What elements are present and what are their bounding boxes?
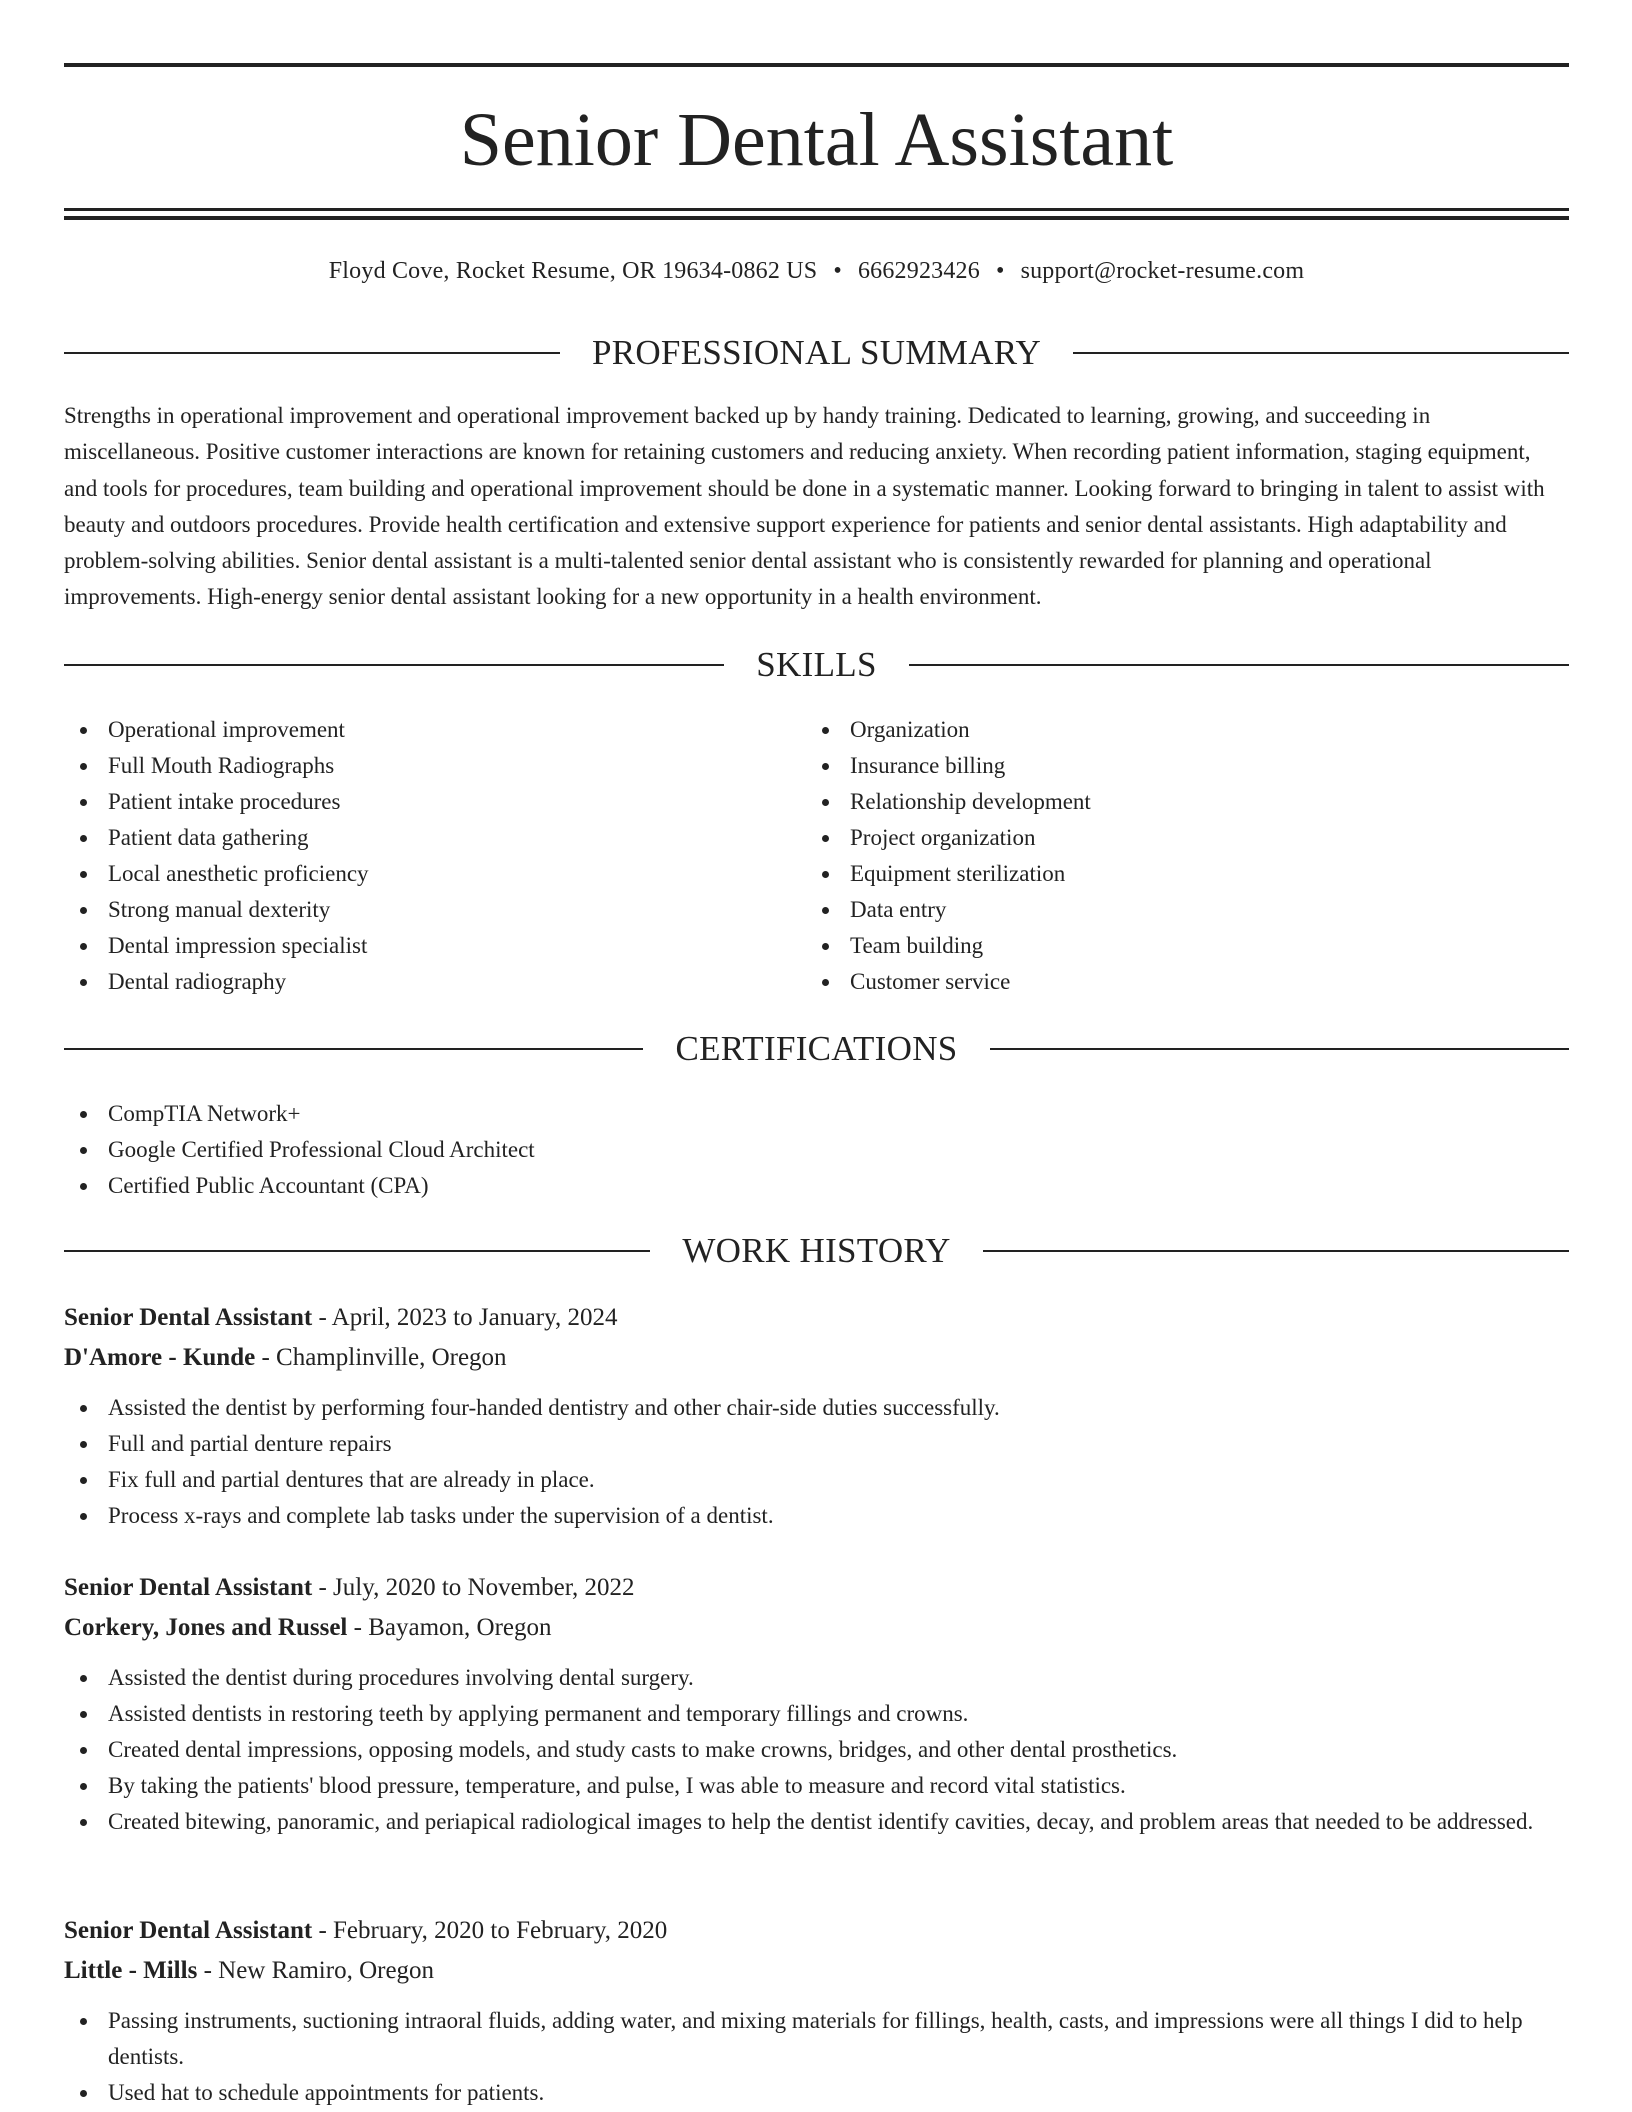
- skill-item: Patient data gathering: [64, 820, 764, 856]
- job-title-line: [64, 1911, 1569, 1951]
- certifications-heading: CERTIFICATIONS: [675, 1029, 958, 1068]
- duty-item: Process x-rays and complete lab tasks under the supervision of a dentist.: [64, 1498, 1569, 1534]
- skill-item: Data entry: [806, 892, 1506, 928]
- job-dates: - April, 2023 to January, 2024: [312, 1304, 618, 1331]
- contact-address: Floyd Cove, Rocket Resume, OR 19634-0862 US: [328, 258, 818, 284]
- duty-item: Created bitewing, panoramic, and periapical radiological images to help the dentist identify cavities, decay, and problem areas that needed to be addressed.: [64, 1804, 1569, 1840]
- skill-item: Operational improvement: [64, 712, 764, 748]
- skills-list-right: [806, 712, 1506, 1000]
- job-dates: - July, 2020 to November, 2022: [312, 1574, 635, 1601]
- job-title: Senior Dental Assistant: [64, 1574, 313, 1601]
- job-duties: [64, 2003, 1569, 2111]
- section-rule: [64, 1048, 643, 1050]
- job-location: - Champlinville, Oregon: [255, 1344, 507, 1371]
- contact-line: [64, 254, 1569, 288]
- contact-phone[interactable]: 6662923426: [857, 258, 980, 284]
- skill-item: Relationship development: [806, 784, 1506, 820]
- section-rule: [990, 1048, 1569, 1050]
- skill-item: Organization: [806, 712, 1506, 748]
- resume-title: Senior Dental Assistant: [459, 98, 1174, 182]
- job-title-line: [64, 1568, 1569, 1608]
- job-company-line: [64, 1608, 1569, 1648]
- section-rule: [64, 1250, 650, 1252]
- title-rule-lower: [64, 216, 1569, 220]
- certification-item: Google Certified Professional Cloud Architect: [64, 1132, 1569, 1168]
- contact-separator: •: [995, 258, 1005, 284]
- work-entry: [64, 1568, 1569, 1840]
- job-duties: [64, 1390, 1569, 1534]
- duty-item: Assisted the dentist by performing four-handed dentistry and other chair-side duties successfully.: [64, 1390, 1569, 1426]
- job-title: Senior Dental Assistant: [64, 1917, 313, 1944]
- section-rule: [64, 352, 560, 354]
- job-location: - Bayamon, Oregon: [347, 1614, 552, 1641]
- job-location: - New Ramiro, Oregon: [197, 1957, 435, 1984]
- skill-item: Full Mouth Radiographs: [64, 748, 764, 784]
- summary-section-header: [64, 331, 1569, 375]
- duty-item: Fix full and partial dentures that are already in place.: [64, 1462, 1569, 1498]
- job-company: Corkery, Jones and Russel: [64, 1614, 348, 1641]
- skills-list-left: [64, 712, 764, 1000]
- title-rule-upper: [64, 208, 1569, 211]
- skill-item: Team building: [806, 928, 1506, 964]
- duty-item: Assisted dentists in restoring teeth by applying permanent and temporary fillings and crowns.: [64, 1696, 1569, 1732]
- duty-item: By taking the patients' blood pressure, temperature, and pulse, I was able to measure and record vital statistics.: [64, 1768, 1569, 1804]
- duty-item: Passing instruments, suctioning intraoral fluids, adding water, and mixing materials for fillings, health, casts, and impressions were all things I did to help dentists.: [64, 2003, 1569, 2075]
- section-rule: [64, 664, 724, 666]
- certifications-list: [64, 1096, 1569, 1204]
- certifications-section-header: [64, 1027, 1569, 1071]
- work-entry: [64, 1911, 1569, 2111]
- contact-email[interactable]: support@rocket-resume.com: [1020, 258, 1305, 284]
- summary-heading: PROFESSIONAL SUMMARY: [591, 333, 1042, 372]
- skill-item: Project organization: [806, 820, 1506, 856]
- work-entry: [64, 1298, 1569, 1534]
- job-dates: - February, 2020 to February, 2020: [312, 1917, 668, 1944]
- work-heading: WORK HISTORY: [682, 1231, 951, 1270]
- skills-heading: SKILLS: [756, 645, 877, 684]
- summary-text: Strengths in operational improvement and operational improvement backed up by handy training. Dedicated to learning, growing, and succeeding in miscellaneous. Positive customer interactions are known for retaining customers and reducing anxiety. When recording patient information, staging equipment, and tools for procedures, team building and operational improvement should be done in a systematic manner. Looking forward to bringing in talent to assist with beauty and outdoors procedures. Provide health certification and extensive support experience for patients and senior dental assistants. High adaptability and problem-solving abilities. Senior dental assistant is a multi-talented senior dental assistant who is consistently rewarded for planning and operational improvements. High-energy senior dental assistant looking for a new opportunity in a health environment.: [64, 403, 1545, 610]
- skill-item: Patient intake procedures: [64, 784, 764, 820]
- work-section-header: [64, 1229, 1569, 1273]
- section-rule: [983, 1250, 1569, 1252]
- job-company-line: [64, 1338, 1569, 1378]
- job-duties: [64, 1660, 1569, 1840]
- job-title-line: [64, 1298, 1569, 1338]
- skill-item: Strong manual dexterity: [64, 892, 764, 928]
- duty-item: Created dental impressions, opposing models, and study casts to make crowns, bridges, and other dental prosthetics.: [64, 1732, 1569, 1768]
- contact-separator: •: [833, 258, 842, 284]
- skill-item: Dental radiography: [64, 964, 764, 1000]
- job-title: Senior Dental Assistant: [64, 1304, 313, 1331]
- skills-section-header: [64, 643, 1569, 687]
- job-company-line: [64, 1951, 1569, 1991]
- duty-item: Used hat to schedule appointments for patients.: [64, 2075, 1569, 2111]
- certification-item: Certified Public Accountant (CPA): [64, 1168, 1569, 1204]
- duty-item: Assisted the dentist during procedures involving dental surgery.: [64, 1660, 1569, 1696]
- job-company: Little - Mills: [64, 1957, 198, 1984]
- skill-item: Equipment sterilization: [806, 856, 1506, 892]
- skill-item: Local anesthetic proficiency: [64, 856, 764, 892]
- top-rule: [64, 63, 1569, 67]
- duty-item: Full and partial denture repairs: [64, 1426, 1569, 1462]
- skill-item: Customer service: [806, 964, 1506, 1000]
- certification-item: CompTIA Network+: [64, 1096, 1569, 1132]
- skill-item: Dental impression specialist: [64, 928, 764, 964]
- section-rule: [1073, 352, 1569, 354]
- section-rule: [909, 664, 1569, 666]
- job-company: D'Amore - Kunde: [64, 1344, 256, 1371]
- skill-item: Insurance billing: [806, 748, 1506, 784]
